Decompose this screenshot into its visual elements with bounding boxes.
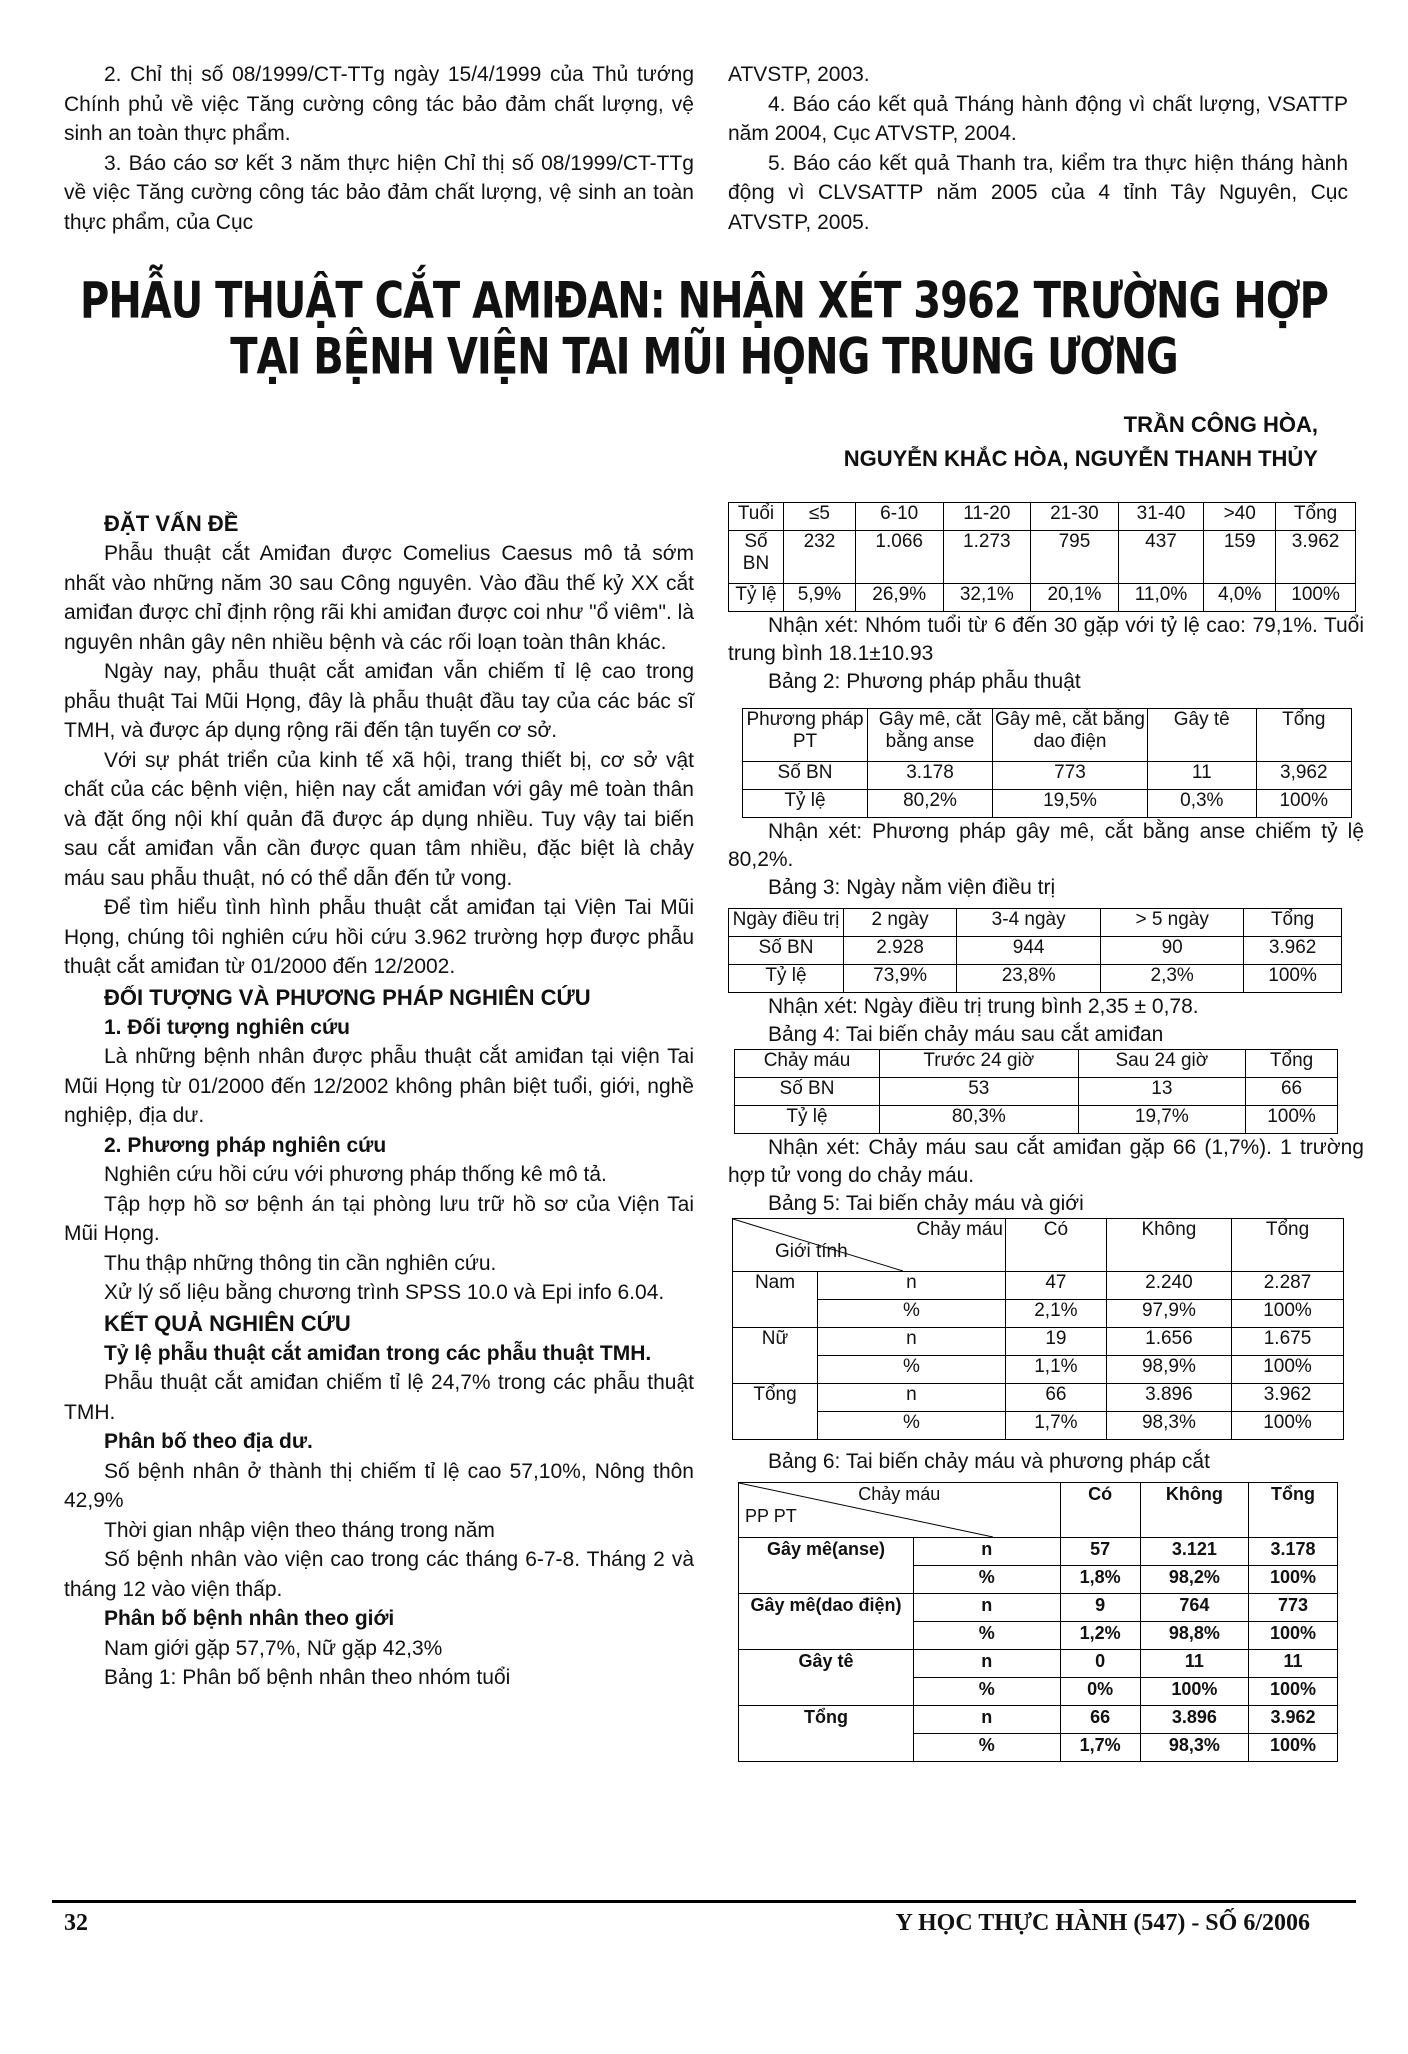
table-cell: Số BN: [743, 762, 868, 790]
table-2-method: [742, 708, 1352, 818]
table-cell: Số BN: [735, 1078, 880, 1106]
table-cell: 98,3%: [1140, 1734, 1248, 1762]
table-cell: 773: [1248, 1594, 1337, 1622]
table-row: [743, 762, 1352, 790]
table-cell: 3.178: [868, 762, 993, 790]
table-row: [729, 937, 1342, 965]
table-cell: 764: [1140, 1594, 1248, 1622]
table-cell: 53: [880, 1078, 1079, 1106]
table-cell: 3.178: [1248, 1538, 1337, 1566]
table-cell: Phương pháp PT: [743, 709, 868, 762]
table6-caption: Bảng 6: Tai biến chảy máu và phương pháp cắt: [768, 1450, 1210, 1473]
table-cell: 31-40: [1118, 503, 1204, 531]
table-cell: Sau 24 giờ: [1078, 1050, 1246, 1078]
authors: [844, 408, 1318, 476]
paragraph: Số bệnh nhân ở thành thị chiếm tỉ lệ cao 57,10%, Nông thôn 42,9%: [64, 1459, 694, 1512]
table-row: [733, 1412, 1344, 1440]
table-cell: 3.896: [1140, 1706, 1248, 1734]
table-cell: 0%: [1060, 1678, 1140, 1706]
table-cell: 73,9%: [844, 965, 957, 993]
table-cell: 3.962: [1244, 937, 1342, 965]
table-cell: 4,0%: [1204, 584, 1276, 612]
table-cell: Tổng: [1256, 709, 1351, 762]
reference-4: 4. Báo cáo kết quả Tháng hành động vì chất lượng, VSATTP năm 2004, Cục ATVSTP, 2004.: [728, 92, 1348, 145]
table-cell: 13: [1078, 1078, 1246, 1106]
paragraph: Số bệnh nhân vào viện cao trong các tháng 6-7-8. Tháng 2 và tháng 12 vào viện thấp.: [64, 1548, 694, 1601]
table-cell: 100%: [1248, 1622, 1337, 1650]
table-group-label: Gây tê: [739, 1650, 914, 1706]
authors-line2: NGUYỄN KHẮC HÒA, NGUYỄN THANH THỦY: [843, 446, 1318, 471]
table3-caption: Bảng 3: Ngày nằm viện điều trị: [768, 876, 1056, 899]
table-cell: 98,3%: [1106, 1412, 1231, 1440]
table-group-label: Gây mê(dao điện): [739, 1594, 914, 1650]
table1-caption: Bảng 1: Phân bố bệnh nhân theo nhóm tuổi: [104, 1666, 511, 1689]
table-cell: 11: [1148, 762, 1257, 790]
table-cell: Có: [1005, 1219, 1106, 1272]
table-row: [733, 1356, 1344, 1384]
table-cell: 100%: [1140, 1678, 1248, 1706]
table-group-label: Gây mê(anse): [739, 1538, 914, 1594]
table-cell: Không: [1106, 1219, 1231, 1272]
subheading-subjects: 1. Đối tượng nghiên cứu: [104, 1015, 351, 1039]
footer-rule: [52, 1900, 1356, 1903]
table-cell: 66: [1246, 1078, 1338, 1106]
table-row: [729, 531, 1356, 584]
table-cell: 47: [1005, 1272, 1106, 1300]
table-cell: Tỷ lệ: [729, 584, 784, 612]
paragraph: Phẫu thuật cắt amiđan chiếm tỉ lệ 24,7% trong các phẫu thuật TMH.: [64, 1371, 694, 1424]
table-cell: 100%: [1276, 584, 1356, 612]
table-cell: 11: [1248, 1650, 1337, 1678]
table-cell: 100%: [1256, 790, 1351, 818]
table-cell: ≤5: [784, 503, 856, 531]
table-row: [743, 709, 1352, 762]
table-cell: 100%: [1248, 1678, 1337, 1706]
table-cell: Ngày điều trị: [729, 909, 844, 937]
table-cell: 773: [993, 762, 1148, 790]
table-cell: 100%: [1232, 1412, 1344, 1440]
table-row: [729, 584, 1356, 612]
table-row: [733, 1384, 1344, 1412]
table-cell: 6-10: [855, 503, 943, 531]
table-cell: 2,1%: [1005, 1300, 1106, 1328]
table-group-label: Nam: [733, 1272, 818, 1328]
paragraph: Ngày nay, phẫu thuật cắt amiđan vẫn chiếm tỉ lệ cao trong phẫu thuật Tai Mũi Họng, đây là phẫu thuật đầu tay của các bác sĩ TMH, và được áp dụng rộng rãi đến tận tuyến cơ sở.: [64, 660, 694, 742]
left-column: [64, 508, 694, 1693]
table-cell: Tỷ lệ: [735, 1106, 880, 1134]
heading-introduction: ĐẶT VẤN ĐỀ: [104, 511, 239, 536]
heading-methods: ĐỐI TƯỢNG VÀ PHƯƠNG PHÁP NGHIÊN CỨU: [104, 984, 591, 1010]
paragraph: Xử lý số liệu bằng chương trình SPSS 10.0 và Epi info 6.04.: [104, 1281, 665, 1304]
table-group-label: Nữ: [733, 1328, 818, 1384]
table-1-age: [728, 502, 1356, 612]
authors-line1: TRẦN CÔNG HÒA,: [1123, 412, 1318, 437]
table-cell: n: [914, 1594, 1061, 1622]
table-cell: 98,2%: [1140, 1566, 1248, 1594]
table-cell: 100%: [1232, 1300, 1344, 1328]
table-cell: n: [818, 1272, 1006, 1300]
table-5-gender: [732, 1218, 1344, 1440]
table-cell: 19,7%: [1078, 1106, 1246, 1134]
table-cell: 100%: [1248, 1566, 1337, 1594]
reference-3-cont: ATVSTP, 2003.: [728, 63, 870, 86]
table-cell: 3,962: [1256, 762, 1351, 790]
table-cell: 5,9%: [784, 584, 856, 612]
table-cell: 19,5%: [993, 790, 1148, 818]
paragraph: Để tìm hiểu tình hình phẫu thuật cắt amiđan tại Viện Tai Mũi Họng, chúng tôi nghiên cứu hồi cứu 3.962 trường hợp được phẫu thuật cắt amiđan từ 01/2000 đến 12/2002.: [64, 896, 694, 978]
page-number: 32: [64, 1910, 88, 1936]
table-row: [733, 1272, 1344, 1300]
table-row: [739, 1538, 1338, 1566]
table-cell: %: [914, 1622, 1061, 1650]
subheading-rate: Tỷ lệ phẫu thuật cắt amiđan trong các phẫu thuật TMH.: [104, 1341, 652, 1365]
table-cell: 21-30: [1031, 503, 1119, 531]
journal-name: Y HỌC THỰC HÀNH (547) - SỐ 6/2006: [895, 1910, 1310, 1936]
table-cell: 3.962: [1276, 531, 1356, 584]
paragraph: Thời gian nhập viện theo tháng trong năm: [104, 1518, 495, 1542]
table-cell: 1.656: [1106, 1328, 1231, 1356]
paragraph: Nghiên cứu hồi cứu với phương pháp thống kê mô tả.: [104, 1163, 607, 1186]
table4-note: Nhận xét: Chảy máu sau cắt amiđan gặp 66 (1,7%). 1 trường hợp tử vong do chảy máu.: [728, 1136, 1364, 1187]
paragraph: Nam giới gặp 57,7%, Nữ gặp 42,3%: [104, 1636, 443, 1660]
table-cell: Trước 24 giờ: [880, 1050, 1079, 1078]
table-cell: 80,2%: [868, 790, 993, 818]
table-cell: 11,0%: [1118, 584, 1204, 612]
table-cell: Tổng: [1246, 1050, 1338, 1078]
table-row: [735, 1050, 1338, 1078]
table-cell: 98,8%: [1140, 1622, 1248, 1650]
table-cell: 32,1%: [943, 584, 1031, 612]
reference-5: 5. Báo cáo kết quả Thanh tra, kiểm tra thực hiện tháng hành động vì CLVSATTP năm 2005 của 4 tỉnh Tây Nguyên, Cục ATVSTP, 2005.: [728, 151, 1348, 234]
table-cell: 1,7%: [1060, 1734, 1140, 1762]
table-cell: Số BN: [729, 937, 844, 965]
table-cell: %: [914, 1566, 1061, 1594]
table-cell: 66: [1005, 1384, 1106, 1412]
heading-results: KẾT QUẢ NGHIÊN CỨU: [104, 1310, 351, 1336]
table-3-stay: [728, 908, 1342, 993]
table-row: [735, 1106, 1338, 1134]
table-cell: 19: [1005, 1328, 1106, 1356]
table-cell: 98,9%: [1106, 1356, 1231, 1384]
table-row: [739, 1706, 1338, 1734]
corner-top-label: Chảy máu: [916, 1219, 1003, 1240]
paragraph: Tập hợp hồ sơ bệnh án tại phòng lưu trữ hồ sơ của Viện Tai Mũi Họng.: [64, 1192, 694, 1245]
table-cell: 159: [1204, 531, 1276, 584]
table-group-label: Tổng: [733, 1384, 818, 1440]
table-cell: 1,8%: [1060, 1566, 1140, 1594]
table-cell: 1.675: [1232, 1328, 1344, 1356]
table-cell: 1,7%: [1005, 1412, 1106, 1440]
table2-caption: Bảng 2: Phương pháp phẫu thuật: [768, 670, 1081, 693]
table-cell: %: [914, 1734, 1061, 1762]
table-cell: Không: [1140, 1483, 1248, 1538]
subheading-gender: Phân bố bệnh nhân theo giới: [104, 1607, 395, 1630]
table-corner-cell: [739, 1483, 1061, 1538]
table-cell: Tổng: [1244, 909, 1342, 937]
table-cell: 2,3%: [1101, 965, 1244, 993]
table-cell: 3.962: [1232, 1384, 1344, 1412]
table-cell: Tỷ lệ: [729, 965, 844, 993]
table-cell: n: [914, 1650, 1061, 1678]
table-cell: 100%: [1246, 1106, 1338, 1134]
table-cell: 90: [1101, 937, 1244, 965]
table-cell: 100%: [1244, 965, 1342, 993]
table-cell: n: [914, 1706, 1061, 1734]
table3-note: Nhận xét: Ngày điều trị trung bình 2,35 ± 0,78.: [768, 995, 1199, 1018]
table-cell: >40: [1204, 503, 1276, 531]
table-cell: 11-20: [943, 503, 1031, 531]
table-cell: 232: [784, 531, 856, 584]
table-cell: 1.066: [855, 531, 943, 584]
table-cell: 3.121: [1140, 1538, 1248, 1566]
table-cell: Tỷ lệ: [743, 790, 868, 818]
table-cell: n: [914, 1538, 1061, 1566]
table-cell: Tổng: [1248, 1483, 1337, 1538]
table-row: [735, 1078, 1338, 1106]
table-row: [733, 1300, 1344, 1328]
table-cell: %: [914, 1678, 1061, 1706]
table-cell: %: [818, 1412, 1006, 1440]
table-cell: 66: [1060, 1706, 1140, 1734]
diagonal-line: [733, 1219, 903, 1271]
table-row: [739, 1650, 1338, 1678]
corner-top-label: Chảy máu: [858, 1484, 941, 1504]
table-cell: Tuổi: [729, 503, 784, 531]
table-cell: 3-4 ngày: [957, 909, 1101, 937]
table-corner-cell: [733, 1219, 1006, 1272]
table2-note: Nhận xét: Phương pháp gây mê, cắt bằng anse chiếm tỷ lệ 80,2%.: [728, 820, 1364, 871]
table-cell: > 5 ngày: [1101, 909, 1244, 937]
table-cell: 944: [957, 937, 1101, 965]
table-cell: 795: [1031, 531, 1119, 584]
table-cell: 3.962: [1248, 1706, 1337, 1734]
table-cell: 26,9%: [855, 584, 943, 612]
table-cell: Chảy máu: [735, 1050, 880, 1078]
paragraph: Là những bệnh nhân được phẫu thuật cắt amiđan tại viện Tai Mũi Họng từ 01/2000 đến 12/2002 không phân biệt tuổi, giới, nghề nghiệp, địa dư.: [64, 1045, 694, 1127]
table-cell: Gây tê: [1148, 709, 1257, 762]
table-4-bleeding: [734, 1049, 1338, 1134]
table-cell: 0: [1060, 1650, 1140, 1678]
table5-caption: Bảng 5: Tai biến chảy máu và giới: [768, 1192, 1084, 1215]
table-row: [739, 1483, 1338, 1538]
references-left: [64, 60, 694, 237]
table4-caption: Bảng 4: Tai biến chảy máu sau cắt amiđan: [768, 1023, 1164, 1046]
table-cell: Số BN: [729, 531, 784, 584]
article-title-line1: PHẪU THUẬT CẮT AMIĐAN: NHẬN XÉT 3962 TRƯỜNG HỢP: [80, 272, 1328, 330]
table-cell: Có: [1060, 1483, 1140, 1538]
table-cell: 23,8%: [957, 965, 1101, 993]
table-cell: n: [818, 1384, 1006, 1412]
table1-note: Nhận xét: Nhóm tuổi từ 6 đến 30 gặp với tỷ lệ cao: 79,1%. Tuổi trung bình 18.1±10.93: [728, 614, 1364, 665]
table-cell: 1,2%: [1060, 1622, 1140, 1650]
table-cell: 3.896: [1106, 1384, 1231, 1412]
table-cell: 80,3%: [880, 1106, 1079, 1134]
table-row: [743, 790, 1352, 818]
table-cell: 437: [1118, 531, 1204, 584]
table-cell: 100%: [1232, 1356, 1344, 1384]
subheading-geography: Phân bố theo địa dư.: [104, 1430, 313, 1453]
subheading-methods: 2. Phương pháp nghiên cứu: [104, 1133, 387, 1157]
table-cell: n: [818, 1328, 1006, 1356]
table-row: [739, 1594, 1338, 1622]
paragraph: Phẫu thuật cắt Amiđan được Comelius Caesus mô tả sớm nhất vào những năm 30 sau Công nguyên. Vào đầu thế kỷ XX cắt amiđan được chỉ định rộng rãi khi amiđan được coi như "ổ viêm". là nguyên nhân gây nên nhiều bệnh và các rối loạn toàn thân khác.: [64, 542, 694, 654]
table-cell: 97,9%: [1106, 1300, 1231, 1328]
table-row: [733, 1328, 1344, 1356]
table-cell: Gây mê, cắt bằng dao điện: [993, 709, 1148, 762]
table-cell: 1.273: [943, 531, 1031, 584]
table-cell: Tổng: [1232, 1219, 1344, 1272]
table-cell: 2 ngày: [844, 909, 957, 937]
corner-bottom-label: PP PT: [745, 1506, 797, 1526]
table-cell: 100%: [1248, 1734, 1337, 1762]
table-cell: 0,3%: [1148, 790, 1257, 818]
paragraph: Thu thập những thông tin cần nghiên cứu.: [104, 1251, 497, 1275]
table-cell: %: [818, 1356, 1006, 1384]
table-row: [729, 909, 1342, 937]
table-cell: 57: [1060, 1538, 1140, 1566]
table-cell: 9: [1060, 1594, 1140, 1622]
table-row: [729, 503, 1356, 531]
table-row: [733, 1219, 1344, 1272]
references-right: [728, 60, 1348, 237]
corner-bottom-label: Giới tính: [775, 1241, 848, 1262]
table-cell: 20,1%: [1031, 584, 1119, 612]
table-group-label: Tổng: [739, 1706, 914, 1762]
table-6-method-bleeding: [738, 1482, 1338, 1762]
table-cell: 1,1%: [1005, 1356, 1106, 1384]
right-column: [728, 502, 1364, 1762]
table-row: [729, 965, 1342, 993]
table-cell: 2.287: [1232, 1272, 1344, 1300]
paragraph: Với sự phát triển của kinh tế xã hội, trang thiết bị, cơ sở vật chất của các bệnh viện, hiện nay cắt amiđan với gây mê toàn thân và đặt ống nội khí quản đã được áp dụng nhiều. Tuy vậy tai biến sau cắt amiđan vẫn cần được quan tâm nhiều, đặc biệt là chảy máu sau phẫu thuật, nó có thể dẫn đến tử vong.: [64, 748, 694, 890]
table-cell: 2.240: [1106, 1272, 1231, 1300]
table-cell: Gây mê, cắt bằng anse: [868, 709, 993, 762]
article-title-line2: TẠI BỆNH VIỆN TAI MŨI HỌNG TRUNG ƯƠNG: [230, 328, 1178, 386]
diagonal-line: [739, 1483, 993, 1537]
table-cell: 2.928: [844, 937, 957, 965]
reference-3: 3. Báo cáo sơ kết 3 năm thực hiện Chỉ thị số 08/1999/CT-TTg về việc Tăng cường công tác bảo đảm chất lượng, vệ sinh an toàn thực phẩm, của Cục: [64, 151, 694, 234]
reference-2: 2. Chỉ thị số 08/1999/CT-TTg ngày 15/4/1999 của Thủ tướng Chính phủ về việc Tăng cường công tác bảo đảm chất lượng, vệ sinh an toàn thực phẩm.: [64, 63, 694, 145]
table-cell: 11: [1140, 1650, 1248, 1678]
table-cell: Tổng: [1276, 503, 1356, 531]
table-cell: %: [818, 1300, 1006, 1328]
